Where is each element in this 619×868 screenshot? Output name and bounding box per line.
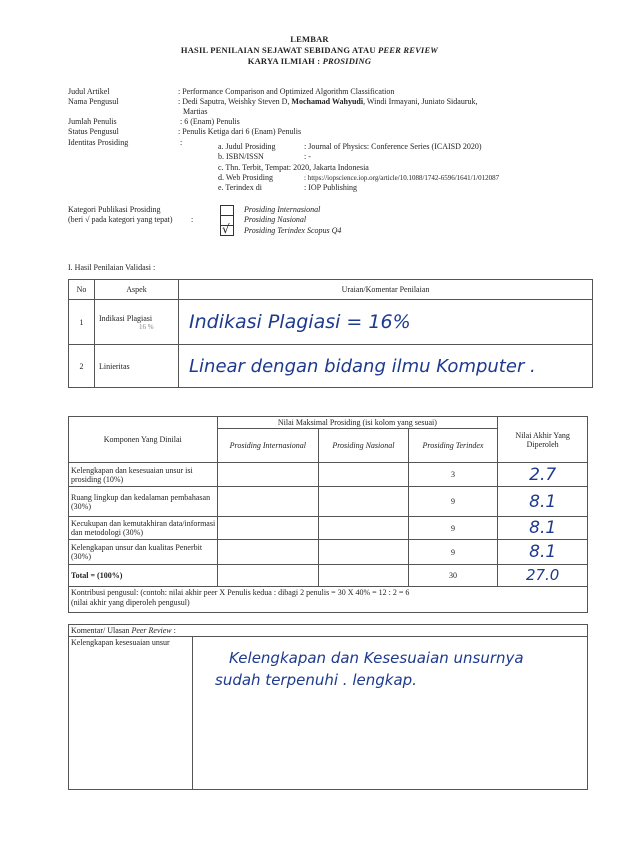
nama-value [178, 97, 477, 106]
prosiding-b-value: : - [304, 152, 311, 161]
komponen-cell: Kelengkapan unsur dan kualitas Penerbit (30%) [69, 540, 218, 565]
validasi-title: I. Hasil Penilaian Validasi : [68, 263, 156, 272]
kontribusi-row [69, 587, 588, 613]
doc-title-line2-italic: PEER REVIEW [378, 45, 439, 55]
kategori-colon: : [191, 215, 194, 224]
komponen-cell: Ruang lingkup dan kedalaman pembahasan (30%) [69, 487, 218, 517]
doc-title-line1: LEMBAR [290, 34, 329, 44]
nilai-table [68, 416, 588, 613]
judul-value: : Performance Comparison and Optimized Algorithm Classification [178, 87, 395, 96]
handwritten-ulasan-line2: sudah terpenuhi . lengkap. [215, 671, 417, 689]
header-uraian: Uraian/Komentar Penilaian [179, 280, 593, 300]
doc-title-line2 [0, 45, 619, 55]
total-label: Total = (100%) [69, 565, 218, 587]
row-no: 1 [69, 300, 95, 345]
handwritten-komentar: Indikasi Plagiasi = 16% [189, 311, 411, 333]
table-row [69, 300, 593, 345]
komentar-title [69, 625, 588, 637]
identitas-colon: : [180, 138, 183, 147]
komentar-title-text: Komentar/ Ulasan [71, 626, 132, 635]
subheader-internasional-text: Prosiding Internasional [229, 441, 306, 450]
komentar-header-row [69, 625, 588, 637]
subheader-nasional-text: Prosiding Nasional [332, 441, 395, 450]
cell-terindex: 9 [408, 487, 498, 517]
header-komponen: Komponen Yang Dinilai [69, 417, 218, 463]
header-aspek: Aspek [95, 280, 179, 300]
handwritten-score: 8.1 [529, 491, 557, 512]
cell-nasional [319, 487, 409, 517]
komponen-cell: Kelengkapan dan kesesuaian unsur isi prosiding (10%) [69, 463, 218, 487]
komentar-body [193, 637, 588, 790]
cell-akhir [498, 540, 588, 565]
cell-nasional [319, 565, 409, 587]
doc-title-line3 [0, 56, 619, 66]
table-row [69, 463, 588, 487]
handwritten-score: 8.1 [529, 518, 557, 538]
nama-value-pre: : Dedi Saputra, Weishky Steven D, [178, 97, 292, 106]
judul-label: Judul Artikel [68, 87, 110, 96]
doc-title-line3-italic: PROSIDING [322, 56, 372, 66]
total-terindex: 30 [408, 565, 498, 587]
status-value: : Penulis Ketiga dari 6 (Enam) Penulis [178, 127, 302, 136]
table-row [69, 345, 593, 388]
prosiding-a-value: : Journal of Physics: Conference Series (ICAISD 2020) [304, 142, 482, 151]
table-row [69, 540, 588, 565]
kategori-label: Kategori Publikasi Prosiding [68, 205, 161, 214]
prosiding-b-label: b. ISBN/ISSN [218, 152, 264, 161]
header-no: No [69, 280, 95, 300]
prosiding-d-label: d. Web Prosiding [218, 173, 273, 182]
identitas-label: Identitas Prosiding [68, 138, 129, 147]
cell-internasional [217, 565, 319, 587]
validasi-header-row [69, 280, 593, 300]
komponen-cell: Kecukupan dan kemutakhiran data/informasi dan metodologi (30%) [69, 517, 218, 540]
status-label: Status Pengusul [68, 127, 119, 136]
kontribusi-line2: (nilai akhir yang diperoleh pengusul) [71, 598, 190, 607]
option-scopus: Prosiding Terindex Scopus Q4 [244, 226, 342, 235]
cell-nasional [319, 540, 409, 565]
header-nilai-akhir: Nilai Akhir Yang Diperoleh [498, 417, 588, 463]
subheader-nasional [319, 429, 409, 463]
komentar-title-suffix: : [171, 626, 176, 635]
komentar-body-row [69, 637, 588, 790]
kontribusi-cell [69, 587, 588, 613]
handwritten-komentar: Linear dengan bidang ilmu Komputer . [189, 355, 536, 377]
validasi-table [68, 279, 593, 388]
cell-terindex: 9 [408, 517, 498, 540]
checkbox-scopus[interactable] [220, 222, 234, 236]
subheader-internasional [217, 429, 319, 463]
row-no: 2 [69, 345, 95, 388]
kategori-label-note: (beri √ pada kategori yang tepat) [68, 215, 173, 224]
check-mark-icon: √ [222, 222, 230, 236]
table-row [69, 487, 588, 517]
aspek-label: Indikasi Plagiasi [99, 313, 153, 323]
cell-akhir [498, 463, 588, 487]
komentar-table [68, 624, 588, 790]
handwritten-total: 27.0 [525, 566, 560, 584]
nama-value-line2: Martias [183, 107, 208, 116]
row-aspek [95, 300, 179, 345]
subheader-terindex [408, 429, 498, 463]
prosiding-d-value: : https://iopscience.iop.org/article/10.1088/1742-6596/1641/1/012087 [304, 174, 500, 182]
prosiding-e-value: : IOP Publishing [304, 183, 358, 192]
cell-nasional [319, 517, 409, 540]
cell-internasional [217, 540, 319, 565]
nama-value-post: , Windi Irmayani, Juniato Sidauruk, [363, 97, 478, 106]
prosiding-a-label: a. Judul Prosiding [218, 142, 276, 151]
cell-terindex: 3 [408, 463, 498, 487]
total-row [69, 565, 588, 587]
cell-internasional [217, 517, 319, 540]
handwritten-score: 2.7 [529, 464, 557, 485]
row-komentar [179, 345, 593, 388]
cell-terindex: 9 [408, 540, 498, 565]
prosiding-c: c. Thn. Terbit, Tempat: 2020, Jakarta Indonesia [218, 163, 369, 172]
komentar-title-italic: Peer Review [131, 626, 172, 635]
jumlah-label: Jumlah Penulis [68, 117, 117, 126]
cell-internasional [217, 487, 319, 517]
nilai-header-row [69, 417, 588, 429]
option-nasional: Prosiding Nasional [244, 215, 307, 224]
doc-title-line3-text: KARYA ILMIAH : [247, 56, 323, 66]
cell-akhir [498, 517, 588, 540]
jumlah-value: : 6 (Enam) Penulis [180, 117, 240, 126]
kontribusi-line1: Kontribusi pengusul: (contoh: nilai akhir peer X Penulis kedua : dibagi 2 penulis = 30 X 40% = 12 : 2 = 6 [71, 588, 410, 597]
cell-akhir [498, 487, 588, 517]
cell-nasional [319, 463, 409, 487]
nama-value-bold: Mochamad Wahyudi [291, 97, 364, 106]
prosiding-e-label: e. Terindex di [218, 183, 262, 192]
header-nilai-maks: Nilai Maksimal Prosiding (isi kolom yang sesuai) [217, 417, 498, 429]
total-akhir [498, 565, 588, 587]
handwritten-ulasan-line1: Kelengkapan dan Kesesuaian unsurnya [229, 649, 524, 667]
cell-internasional [217, 463, 319, 487]
nama-label: Nama Pengusul [68, 97, 119, 106]
doc-title-line2-text: HASIL PENILAIAN SEJAWAT SEBIDANG ATAU [180, 45, 378, 55]
row-komentar [179, 300, 593, 345]
table-row [69, 517, 588, 540]
aspek-note: 16 % [139, 322, 154, 331]
handwritten-score: 8.1 [529, 542, 557, 562]
option-internasional: Prosiding Internasional [244, 205, 321, 214]
subheader-terindex-text: Prosiding Terindex [422, 441, 484, 450]
komentar-row-label: Kelengkapan kesesuaian unsur [69, 637, 193, 790]
row-aspek: Linieritas [95, 345, 179, 388]
